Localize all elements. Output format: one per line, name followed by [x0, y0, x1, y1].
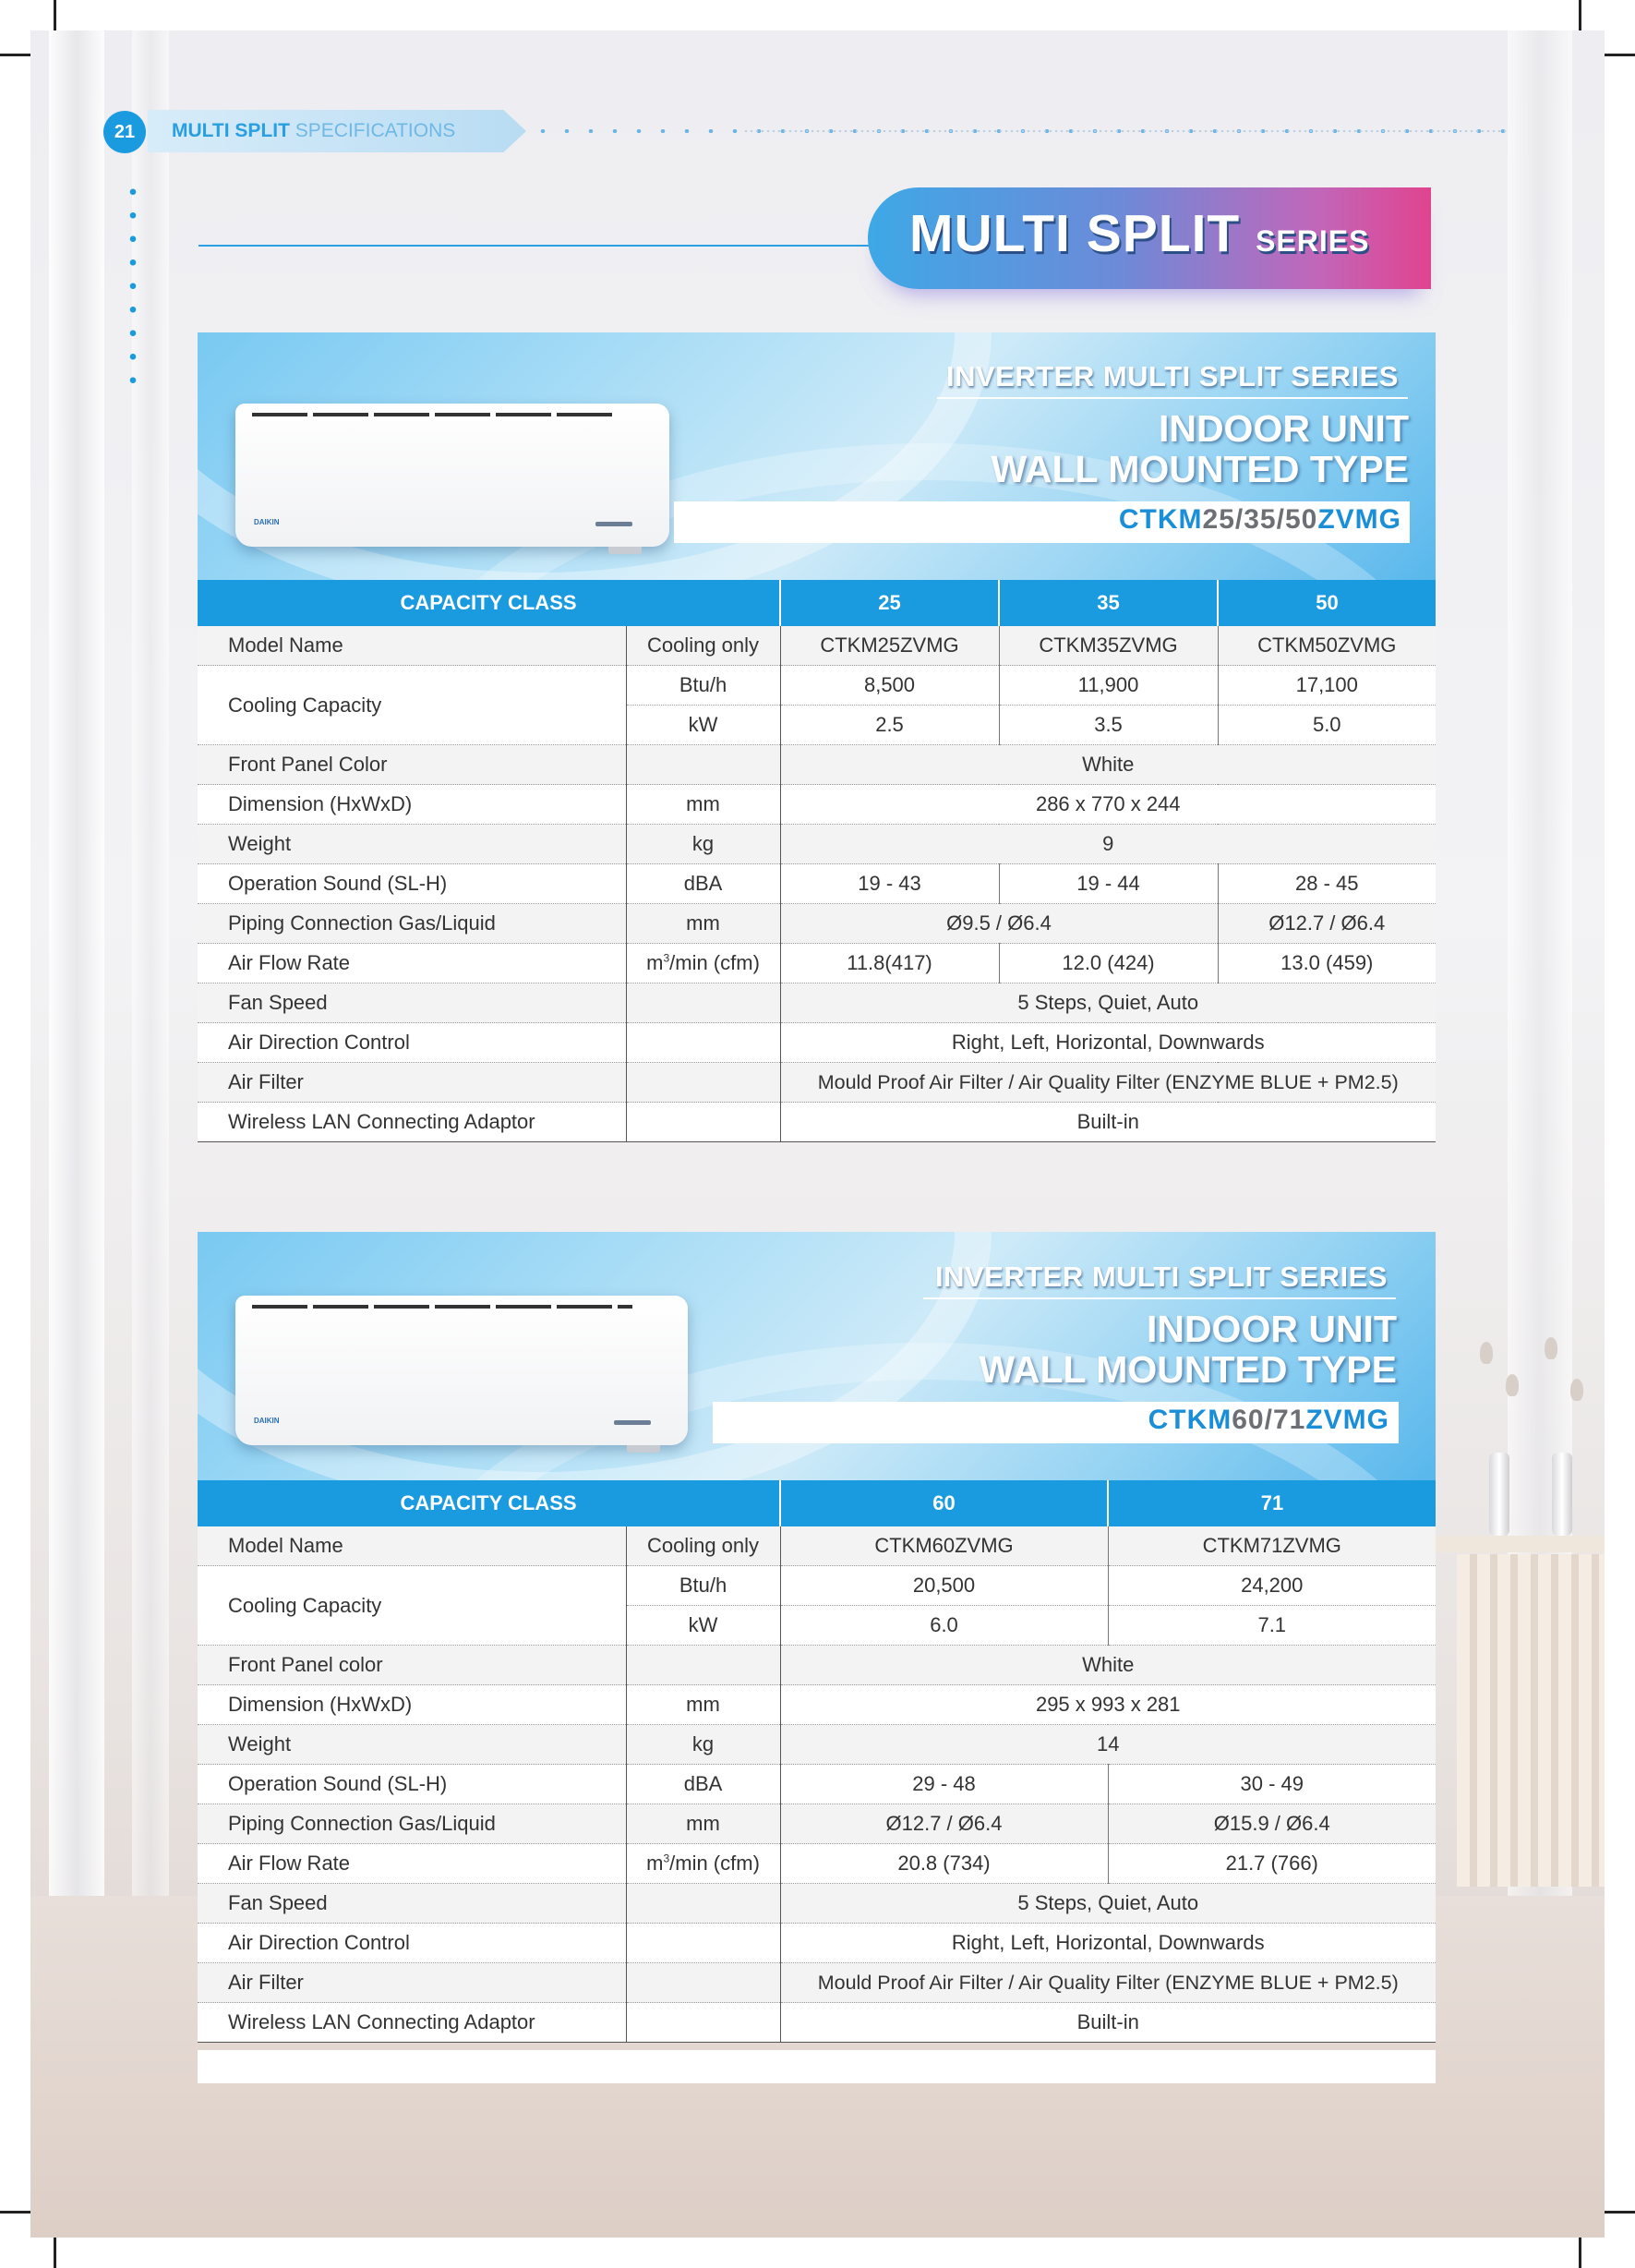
row-label: Weight	[198, 1725, 626, 1765]
banner-title-line2: WALL MOUNTED TYPE	[979, 1348, 1397, 1391]
breadcrumb-light: SPECIFICATIONS	[295, 120, 456, 141]
cell-value: 28 - 45	[1218, 864, 1436, 904]
table-row	[198, 1844, 1436, 1884]
cell-value: 5 Steps, Quiet, Auto	[780, 1884, 1436, 1924]
banner-subtitle-rule	[937, 397, 1408, 399]
cell-value: 2.5	[780, 706, 999, 745]
cell-value: CTKM25ZVMG	[780, 626, 999, 666]
model-suffix: ZVMG	[1317, 504, 1401, 535]
unit-text: /min (cfm)	[669, 951, 760, 974]
row-label: Air Direction Control	[198, 1023, 626, 1063]
cell-value: 24,200	[1108, 1566, 1436, 1606]
capacity-col: 50	[1218, 580, 1436, 626]
cell-value: 20.8 (734)	[780, 1844, 1108, 1884]
row-unit: kg	[626, 1725, 780, 1765]
row-unit	[626, 1963, 780, 2003]
cell-value: 21.7 (766)	[1108, 1844, 1436, 1884]
unit-badge	[614, 1420, 651, 1425]
cell-value: 30 - 49	[1108, 1765, 1436, 1804]
cell-value: Mould Proof Air Filter / Air Quality Filter (ENZYME BLUE + PM2.5)	[780, 1063, 1436, 1103]
cell-value: Ø12.7 / Ø6.4	[1218, 904, 1436, 944]
row-unit: mm	[626, 785, 780, 825]
table-row	[198, 1963, 1436, 2003]
cell-value: Ø15.9 / Ø6.4	[1108, 1804, 1436, 1844]
cell-value: CTKM71ZVMG	[1108, 1526, 1436, 1566]
cell-value: 286 x 770 x 244	[780, 785, 1436, 825]
table-row	[198, 1685, 1436, 1725]
table-row	[198, 1063, 1436, 1103]
table-row	[198, 1103, 1436, 1142]
table-row	[198, 1725, 1436, 1765]
table-row	[198, 1765, 1436, 1804]
row-label: Fan Speed	[198, 1884, 626, 1924]
row-unit: kg	[626, 825, 780, 864]
row-label: Air Filter	[198, 1063, 626, 1103]
banner-title	[979, 1309, 1397, 1390]
background-vase	[1489, 1453, 1509, 1536]
unit-text: m	[646, 951, 664, 974]
table-row	[198, 2003, 1436, 2043]
table-row	[198, 1924, 1436, 1963]
series-title	[909, 203, 1369, 264]
background-pillar	[49, 30, 104, 2062]
row-unit: Cooling only	[626, 1526, 780, 1566]
cell-value: 29 - 48	[780, 1765, 1108, 1804]
row-label: Air Direction Control	[198, 1924, 626, 1963]
row-label: Front Panel Color	[198, 745, 626, 785]
table-row	[198, 1023, 1436, 1063]
model-suffix: ZVMG	[1305, 1405, 1389, 1435]
banner-title-line2: WALL MOUNTED TYPE	[991, 448, 1409, 490]
cell-value: Built-in	[780, 1103, 1436, 1142]
cell-value: 6.0	[780, 1606, 1108, 1646]
cell-value: 11.8(417)	[780, 944, 999, 983]
unit-sensor	[608, 547, 642, 554]
background-flower	[1480, 1342, 1493, 1364]
row-label: Model Name	[198, 1526, 626, 1566]
background-flower	[1570, 1379, 1583, 1401]
row-label: Cooling Capacity	[198, 666, 626, 745]
banner-title-line1: INDOOR UNIT	[1146, 1308, 1397, 1350]
background-flower	[1545, 1337, 1557, 1359]
unit-grille	[252, 413, 614, 416]
cell-value: 17,100	[1218, 666, 1436, 706]
cell-value: Right, Left, Horizontal, Downwards	[780, 1924, 1436, 1963]
row-label: Air Flow Rate	[198, 1844, 626, 1884]
capacity-col: 71	[1108, 1480, 1436, 1526]
row-label: Dimension (HxWxD)	[198, 1685, 626, 1725]
cell-value: Right, Left, Horizontal, Downwards	[780, 1023, 1436, 1063]
cell-value: White	[780, 745, 1436, 785]
row-label: Model Name	[198, 626, 626, 666]
breadcrumb	[172, 120, 455, 142]
row-label: Wireless LAN Connecting Adaptor	[198, 2003, 626, 2043]
unit-text: /min (cfm)	[669, 1852, 760, 1875]
table-row	[198, 944, 1436, 983]
cell-value: 14	[780, 1725, 1436, 1765]
cell-value: 3.5	[999, 706, 1218, 745]
cell-value: Mould Proof Air Filter / Air Quality Filter (ENZYME BLUE + PM2.5)	[780, 1963, 1436, 2003]
table-row	[198, 1646, 1436, 1685]
table-row	[198, 904, 1436, 944]
page-number: 21	[103, 111, 146, 153]
background-vase	[1552, 1453, 1572, 1536]
table-footer-panel	[198, 2050, 1436, 2083]
row-unit: Btu/h	[626, 666, 780, 706]
model-code	[1148, 1405, 1389, 1436]
capacity-col: 35	[999, 580, 1218, 626]
row-label: Front Panel color	[198, 1646, 626, 1685]
row-label: Dimension (HxWxD)	[198, 785, 626, 825]
row-label: Piping Connection Gas/Liquid	[198, 904, 626, 944]
cell-value: 20,500	[780, 1566, 1108, 1606]
banner-subtitle: INVERTER MULTI SPLIT SERIES	[934, 1261, 1388, 1293]
row-unit: dBA	[626, 864, 780, 904]
model-prefix: CTKM	[1118, 504, 1203, 535]
spec-table-2	[198, 1480, 1436, 2043]
row-unit	[626, 1646, 780, 1685]
capacity-class-label: CAPACITY CLASS	[198, 580, 780, 626]
row-label: Cooling Capacity	[198, 1566, 626, 1646]
row-unit: mm	[626, 904, 780, 944]
unit-superscript: 3	[663, 1852, 670, 1865]
cell-value: 19 - 43	[780, 864, 999, 904]
cell-value: Ø12.7 / Ø6.4	[780, 1804, 1108, 1844]
cell-value: Ø9.5 / Ø6.4	[780, 904, 1218, 944]
row-unit	[626, 745, 780, 785]
capacity-col: 60	[780, 1480, 1108, 1526]
row-unit	[626, 1023, 780, 1063]
table-row	[198, 745, 1436, 785]
row-unit	[626, 2003, 780, 2043]
row-unit	[626, 944, 780, 983]
row-label: Air Flow Rate	[198, 944, 626, 983]
row-unit: kW	[626, 706, 780, 745]
background-pillar	[132, 30, 169, 2062]
table-row	[198, 864, 1436, 904]
table-row	[198, 626, 1436, 666]
cell-value: Built-in	[780, 2003, 1436, 2043]
model-numbers: 60/71	[1232, 1405, 1306, 1435]
daikin-logo: DAIKIN	[254, 518, 280, 526]
banner-subtitle: INVERTER MULTI SPLIT SERIES	[945, 360, 1399, 392]
row-unit: Btu/h	[626, 1566, 780, 1606]
background-radiator	[1457, 1554, 1605, 1887]
model-prefix: CTKM	[1148, 1405, 1232, 1435]
capacity-class-label: CAPACITY CLASS	[198, 1480, 780, 1526]
row-label: Operation Sound (SL-H)	[198, 1765, 626, 1804]
unit-superscript: 3	[663, 951, 670, 965]
background-flower	[1506, 1374, 1519, 1396]
cell-value: 9	[780, 825, 1436, 864]
row-unit	[626, 1844, 780, 1884]
row-unit	[626, 1103, 780, 1142]
row-unit	[626, 983, 780, 1023]
row-unit	[626, 1063, 780, 1103]
unit-grille	[252, 1305, 632, 1309]
series-title-suffix: SERIES	[1256, 224, 1370, 258]
capacity-col: 25	[780, 580, 999, 626]
cell-value: CTKM60ZVMG	[780, 1526, 1108, 1566]
row-label: Operation Sound (SL-H)	[198, 864, 626, 904]
table-row	[198, 825, 1436, 864]
cell-value: CTKM50ZVMG	[1218, 626, 1436, 666]
cell-value: 5.0	[1218, 706, 1436, 745]
table-header	[198, 1480, 1436, 1526]
model-numbers: 25/35/50	[1202, 504, 1318, 535]
unit-sensor	[627, 1445, 660, 1453]
dotted-divider	[743, 130, 1509, 132]
cell-value: 8,500	[780, 666, 999, 706]
spec-table-1	[198, 580, 1436, 1142]
cell-value: 12.0 (424)	[999, 944, 1218, 983]
row-unit: kW	[626, 1606, 780, 1646]
row-unit: mm	[626, 1804, 780, 1844]
table-row	[198, 666, 1436, 706]
row-unit: dBA	[626, 1765, 780, 1804]
background-shelf	[1434, 1536, 1605, 1552]
row-label: Weight	[198, 825, 626, 864]
row-label: Fan Speed	[198, 983, 626, 1023]
banner-title-line1: INDOOR UNIT	[1158, 407, 1409, 450]
cell-value: 7.1	[1108, 1606, 1436, 1646]
row-label: Wireless LAN Connecting Adaptor	[198, 1103, 626, 1142]
vertical-dots	[129, 180, 137, 392]
row-unit	[626, 1924, 780, 1963]
table-header	[198, 580, 1436, 626]
row-label: Piping Connection Gas/Liquid	[198, 1804, 626, 1844]
table-row	[198, 983, 1436, 1023]
banner-subtitle-rule	[923, 1297, 1396, 1299]
table-row	[198, 1526, 1436, 1566]
cell-value: 295 x 993 x 281	[780, 1685, 1436, 1725]
cell-value: CTKM35ZVMG	[999, 626, 1218, 666]
series-rule	[198, 245, 882, 247]
model-code	[1119, 504, 1401, 536]
row-unit: mm	[626, 1685, 780, 1725]
row-unit	[626, 1884, 780, 1924]
table-row	[198, 1566, 1436, 1606]
table-row	[198, 1884, 1436, 1924]
unit-text: m	[646, 1852, 664, 1875]
row-label: Air Filter	[198, 1963, 626, 2003]
cell-value: 11,900	[999, 666, 1218, 706]
breadcrumb-bold: MULTI SPLIT	[172, 120, 290, 141]
table-row	[198, 1804, 1436, 1844]
table-row	[198, 785, 1436, 825]
cell-value: White	[780, 1646, 1436, 1685]
cell-value: 13.0 (459)	[1218, 944, 1436, 983]
banner-title	[991, 408, 1409, 489]
daikin-logo: DAIKIN	[254, 1417, 280, 1425]
row-unit: Cooling only	[626, 626, 780, 666]
series-title-main: MULTI SPLIT	[909, 204, 1241, 263]
cell-value: 19 - 44	[999, 864, 1218, 904]
air-conditioner-image	[235, 1296, 688, 1445]
unit-badge	[595, 522, 632, 526]
air-conditioner-image	[235, 404, 669, 547]
cell-value: 5 Steps, Quiet, Auto	[780, 983, 1436, 1023]
